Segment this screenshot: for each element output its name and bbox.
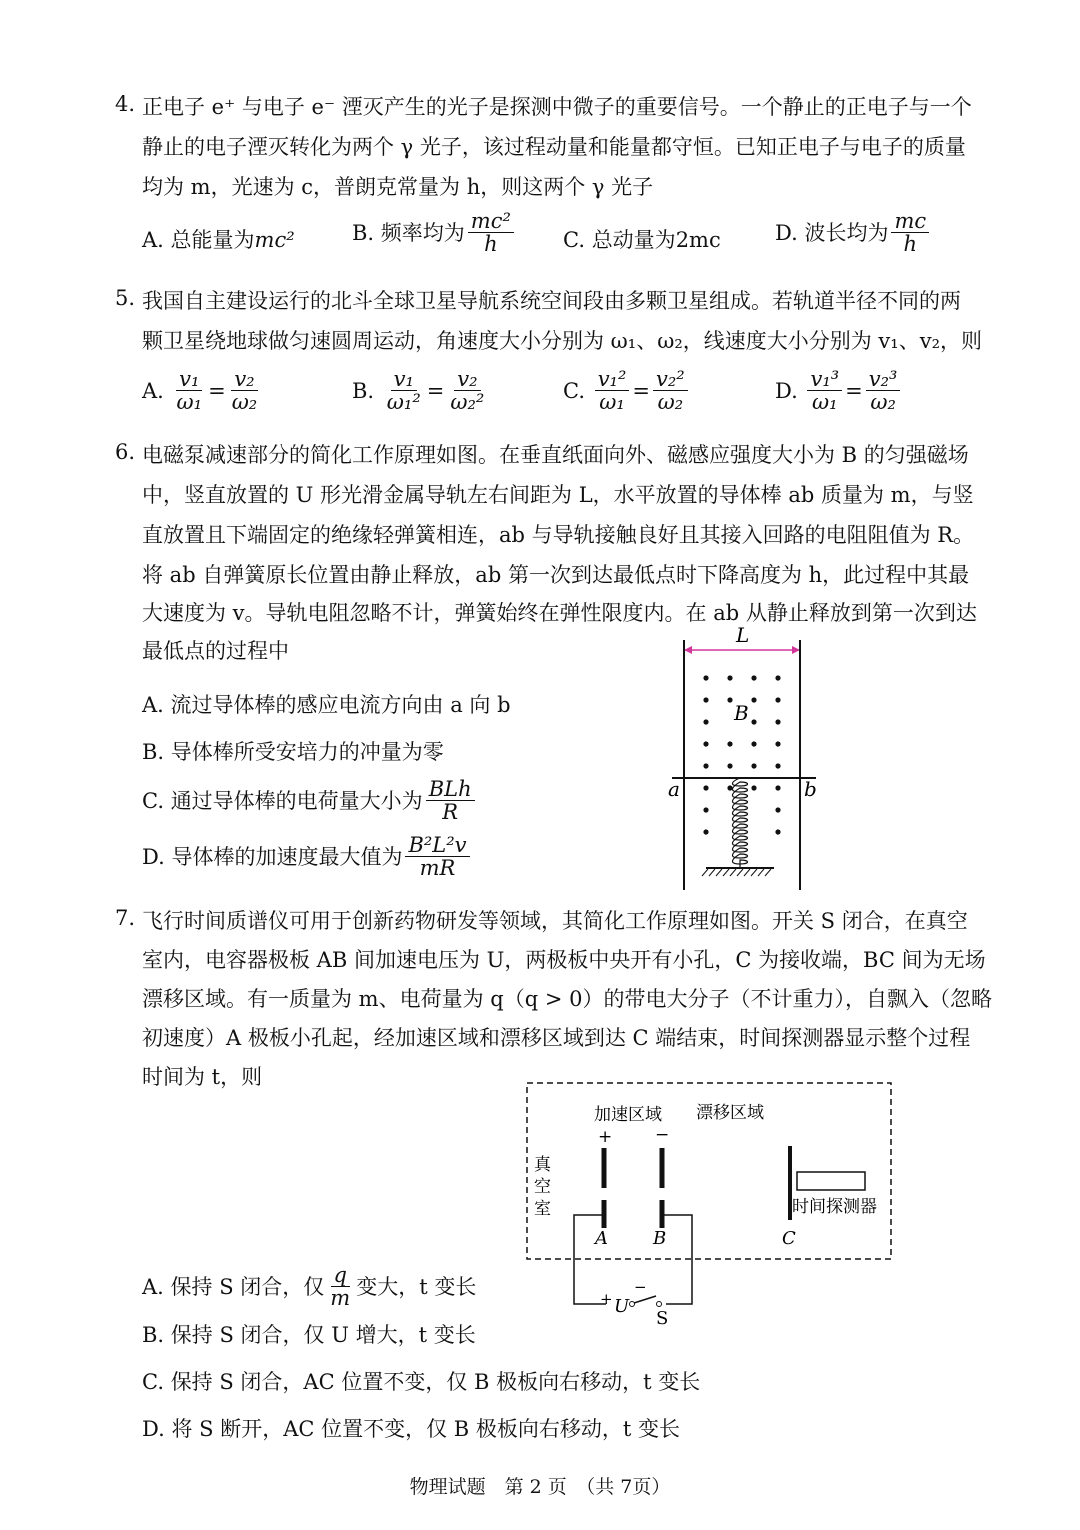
- q5-option-a[interactable]: A. $\frac{\text{v₁}}{\text{ω₁}}$ = $\frac{\text{v₂}}{\text{ω₂}}$: [142, 367, 258, 414]
- switch-contact-right: [657, 1302, 662, 1307]
- hatch-line: [716, 869, 722, 876]
- vacuum-label-3: 室: [534, 1199, 551, 1219]
- field-dot: [751, 697, 756, 702]
- field-dot: [703, 719, 708, 724]
- q4-line-1: 正电子 e⁺ 与电子 e⁻ 湮灭产生的光子是探测中微子的重要信号。一个静止的正电子与一个: [142, 95, 972, 119]
- field-dot: [775, 719, 780, 724]
- q4-b-fraction: $\frac{\text{mc²}}{h}$: [468, 210, 514, 255]
- q7-line-5: 时间为 t，则: [142, 1065, 263, 1089]
- field-dot: [751, 785, 756, 790]
- q7-option-d[interactable]: D. 将 S 断开，AC 位置不变，仅 B 极板向右移动，t 变长: [142, 1417, 680, 1441]
- q5-number: 5.: [115, 286, 136, 310]
- plate-a-sign: +: [598, 1127, 613, 1147]
- q6-option-d[interactable]: D. 导体棒的加速度最大值为 $\frac{\text{B²L²v}}{mR}$: [142, 834, 473, 879]
- q4-option-d[interactable]: D. 波长均为 $\frac{mc}{h}$: [775, 210, 932, 255]
- q7-figure: [520, 1078, 900, 1330]
- rod-end-b: b: [804, 777, 817, 801]
- field-dot: [727, 675, 732, 680]
- q7-line-2: 室内，电容器极板 AB 间加速电压为 U，两极板中央开有小孔，C 为接收端，BC 间为无场: [142, 948, 986, 972]
- q4-option-c[interactable]: C. 总动量为 2mc: [563, 228, 721, 252]
- hatch-line: [737, 869, 743, 876]
- q5-line-1: 我国自主建设运行的北斗全球卫星导航系统空间段由多颗卫星组成。若轨道半径不同的两: [142, 289, 961, 313]
- q7-option-c[interactable]: C. 保持 S 闭合，AC 位置不变，仅 B 极板向右移动，t 变长: [142, 1370, 701, 1394]
- width-label: L: [736, 623, 750, 647]
- field-dot: [703, 785, 708, 790]
- field-dot: [703, 741, 708, 746]
- q7-option-b[interactable]: B. 保持 S 闭合，仅 U 增大，t 变长: [142, 1323, 476, 1347]
- field-dot: [775, 807, 780, 812]
- page-footer: 物理试题 第 2 页 （共 7页）: [409, 1476, 671, 1498]
- accel-region-label: 加速区域: [594, 1105, 662, 1125]
- q4-option-a[interactable]: A. 总能量为 mc²: [142, 228, 295, 252]
- q6-figure: [660, 620, 830, 900]
- field-dot: [703, 697, 708, 702]
- field-dot: [775, 675, 780, 680]
- field-dot: [775, 697, 780, 702]
- plate-c-label: C: [782, 1228, 796, 1249]
- switch-contact-left: [630, 1302, 635, 1307]
- field-dot: [775, 829, 780, 834]
- q6-option-b[interactable]: B. 导体棒所受安培力的冲量为零: [142, 740, 444, 764]
- hatch-line: [758, 869, 764, 876]
- spring: [733, 778, 748, 868]
- q6-option-a[interactable]: A. 流过导体棒的感应电流方向由 a 向 b: [142, 693, 511, 717]
- drift-region-label: 漂移区域: [696, 1103, 764, 1123]
- field-dot: [751, 741, 756, 746]
- q5-option-b[interactable]: B. $\frac{\text{v₁}}{\text{ω₁²}}$ = $\frac{\text{v₂}}{\text{ω₂²}}$: [352, 367, 485, 414]
- switch-label: S: [656, 1308, 669, 1329]
- field-dot: [727, 785, 732, 790]
- hatch-line: [744, 869, 750, 876]
- plate-a-label: A: [595, 1228, 608, 1249]
- q6-line-3: 直放置且下端固定的绝缘轻弹簧相连，ab 与导轨接触良好且其接入回路的电阻阻值为 R。: [142, 523, 975, 547]
- q6-line-5: 大速度为 v。导轨电阻忽略不计，弹簧始终在弹性限度内。在 ab 从静止释放到第一次到达: [142, 601, 977, 625]
- field-dot: [751, 763, 756, 768]
- field-dot: [703, 675, 708, 680]
- hatch-line: [765, 869, 771, 876]
- q6-line-2: 中，竖直放置的 U 形光滑金属导轨左右间距为 L，水平放置的导体棒 ab 质量为 m，与竖: [142, 483, 974, 507]
- plate-b-sign: −: [655, 1125, 670, 1145]
- field-dots: [703, 675, 780, 834]
- field-dot: [751, 675, 756, 680]
- vacuum-label-2: 空: [534, 1177, 551, 1197]
- q6-c-fraction: $\frac{\text{BLh}}{R}$: [426, 778, 475, 823]
- field-dot: [751, 719, 756, 724]
- field-dot: [775, 785, 780, 790]
- q6-line-1: 电磁泵减速部分的简化工作原理如图。在垂直纸面向外、磁感应强度大小为 B 的匀强磁场: [142, 443, 969, 467]
- q5-option-c[interactable]: C. $\frac{\text{v₁²}}{\text{ω₁}}$ = $\frac{\text{v₂²}}{\text{ω₂}}$: [563, 368, 691, 413]
- voltage-label: U: [614, 1296, 630, 1317]
- q4-option-b[interactable]: B. 频率均为 $\frac{\text{mc²}}{h}$: [352, 210, 517, 255]
- q7-number: 7.: [115, 906, 136, 930]
- q7-option-a[interactable]: A. 保持 S 闭合，仅 $\frac{q}{m}$ 变大，t 变长: [142, 1263, 477, 1310]
- vacuum-label-1: 真: [534, 1155, 551, 1175]
- q5-option-d[interactable]: D. $\frac{\text{v₁³}}{\text{ω₁}}$ = $\frac{\text{v₂³}}{\text{ω₂}}$: [775, 368, 903, 413]
- hatch-line: [751, 869, 757, 876]
- switch-blade: [634, 1296, 656, 1303]
- hatch-line: [709, 869, 715, 876]
- q4-line-3: 均为 m，光速为 c，普朗克常量为 h，则这两个 γ 光子: [142, 175, 654, 199]
- q6-option-c[interactable]: C. 通过导体棒的电荷量大小为 $\frac{\text{BLh}}{R}$: [142, 778, 478, 823]
- q5-line-2: 颗卫星绕地球做匀速圆周运动，角速度大小分别为 ω₁、ω₂，线速度大小分别为 v₁、v₂，则: [142, 329, 982, 353]
- hatch-line: [730, 869, 736, 876]
- q7-line-4: 初速度）A 极板小孔起，经加速区域和漂移区域到达 C 端结束，时间探测器显示整个过程: [142, 1026, 971, 1050]
- q7-line-1: 飞行时间质谱仪可用于创新药物研发等领域，其简化工作原理如图。开关 S 闭合，在真空: [142, 909, 968, 933]
- q7-a-fraction: $\frac{q}{m}$: [330, 1263, 351, 1310]
- q6-line-6: 最低点的过程中: [142, 639, 289, 663]
- plate-b-label: B: [653, 1228, 667, 1249]
- field-dot: [703, 829, 708, 834]
- field-dot: [727, 763, 732, 768]
- q7-line-3: 漂移区域。有一质量为 m、电荷量为 q（q > 0）的带电大分子（不计重力），自飘入（忽略: [142, 987, 992, 1011]
- source-plus: +: [600, 1290, 613, 1308]
- q4-d-fraction: $\frac{mc}{h}$: [891, 210, 929, 255]
- field-dot: [775, 763, 780, 768]
- field-dot: [703, 763, 708, 768]
- q6-line-4: 将 ab 自弹簧原长位置由静止释放，ab 第一次到达最低点时下降高度为 h，此过程中其最: [142, 563, 970, 587]
- ground-hatch: [702, 869, 771, 876]
- q6-d-fraction: $\frac{\text{B²L²v}}{mR}$: [405, 834, 469, 879]
- field-dot: [727, 741, 732, 746]
- field-dot: [703, 807, 708, 812]
- hatch-line: [723, 869, 729, 876]
- q4-line-2: 静止的电子湮灭转化为两个 γ 光子，该过程动量和能量都守恒。已知正电子与电子的质量: [142, 135, 966, 159]
- field-dot: [727, 697, 732, 702]
- rod-end-a: a: [668, 777, 680, 801]
- source-minus: −: [634, 1278, 647, 1296]
- field-label: B: [734, 701, 749, 725]
- detector-label: 时间探测器: [792, 1197, 877, 1217]
- q6-number: 6.: [115, 440, 136, 464]
- field-dot: [775, 741, 780, 746]
- hatch-line: [702, 869, 708, 876]
- q4-number: 4.: [115, 92, 136, 116]
- width-arrow: [684, 646, 800, 654]
- detector-box: [797, 1172, 865, 1190]
